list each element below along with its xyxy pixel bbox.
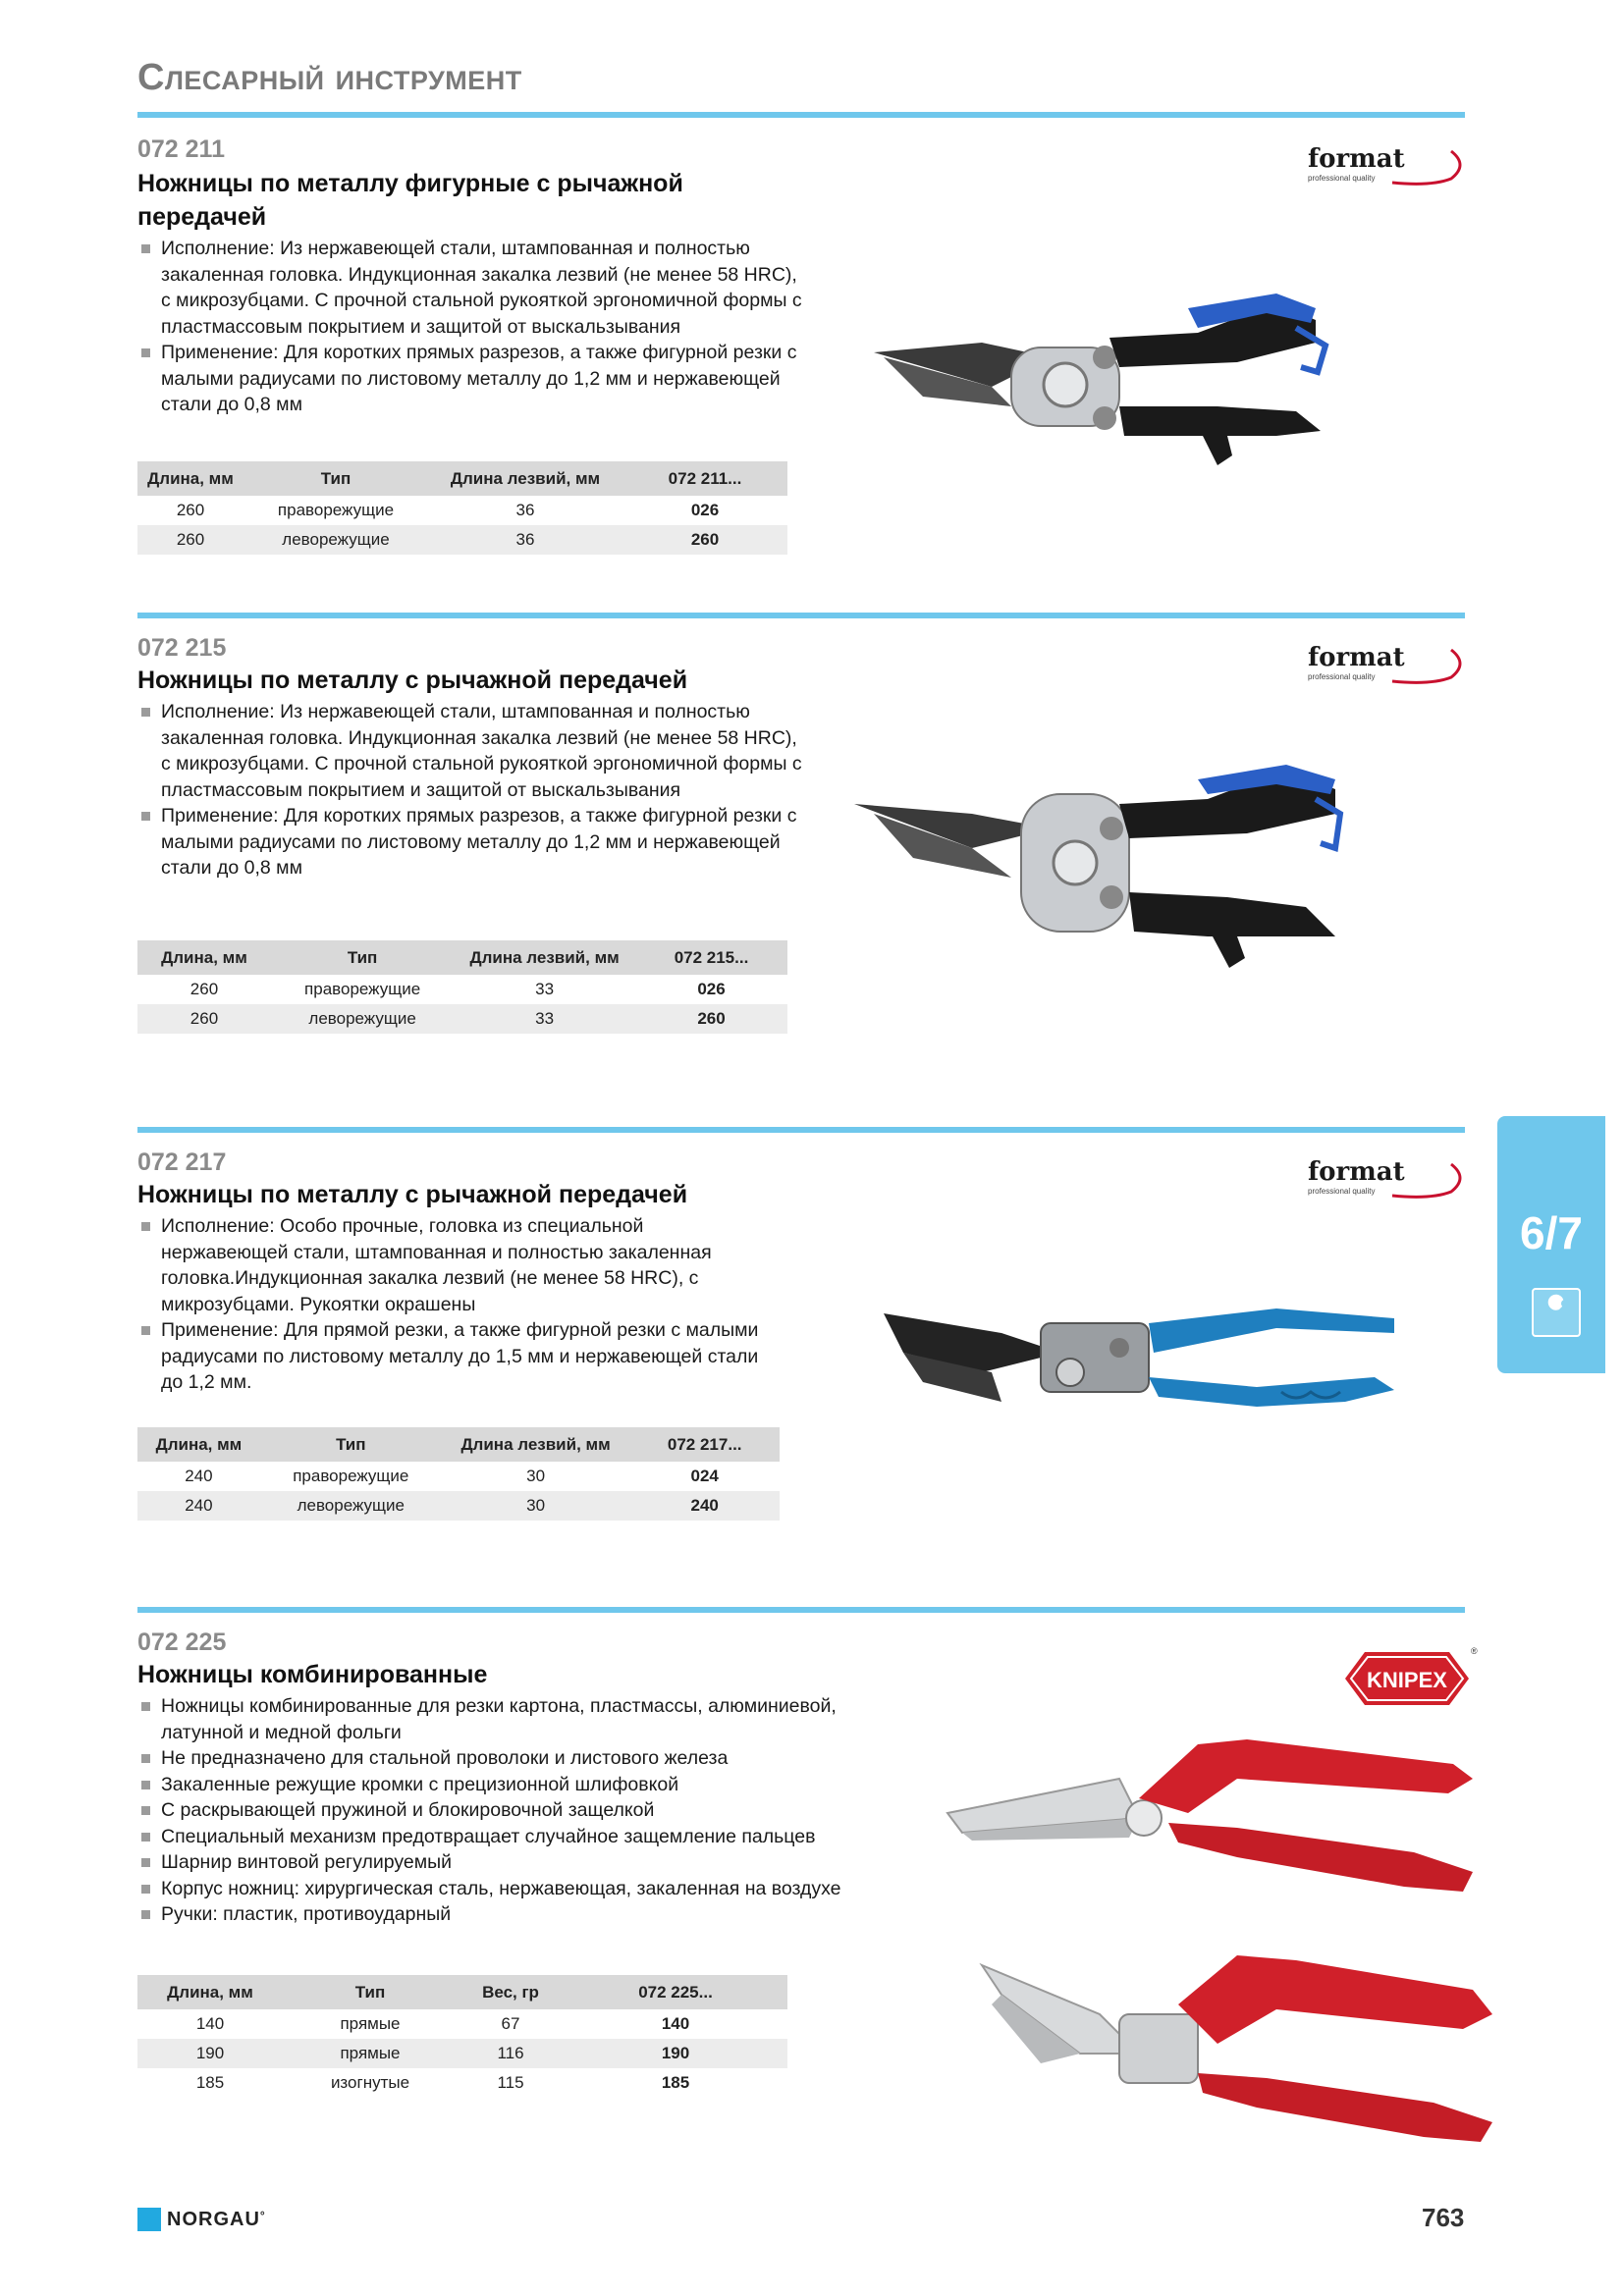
feature-item: Исполнение: Из нержавеющей стали, штампованная и полностью закаленная головка. Индукционная закалка лезвий (не менее 58 HRC), с микрозубцами. С прочной стальной рукояткой эргономичной формы с пластмассовым покрытием и защитой от выскальзывания [137,236,805,340]
table-row [137,2068,787,2098]
article-number: 072 225 [137,1629,227,1656]
feature-item: Применение: Для коротких прямых разрезов, а также фигурной резки с малыми радиусами по листовому металлу до 1,2 мм и нержавеющей стали до 0,8 мм [137,340,805,418]
feature-item: Закаленные режущие кромки с прецизионной шлифовкой [137,1772,884,1798]
feature-list [137,236,805,418]
article-number: 072 211 [137,135,225,163]
feature-item: Применение: Для прямой резки, а также фигурной резки с малыми радиусами по листовому металлу до 1,5 мм и нержавеющей стали до 1,2 мм. [137,1317,766,1396]
format-logo [1306,1154,1463,1203]
table-cell: 67 [501,2014,520,2033]
feature-list [137,1693,884,1928]
table-cell: 190 [137,2039,283,2068]
order-code: 260 [622,525,787,555]
order-code: 026 [697,980,726,998]
order-code: 024 [690,1467,719,1485]
section-rule [137,1127,1465,1133]
column-header: Тип [243,461,428,496]
spec-table [137,1975,787,2098]
feature-item: Ручки: пластик, противоударный [137,1901,884,1928]
table-cell: праворежущие [304,980,421,998]
page-number: 763 [1422,2203,1465,2232]
column-header: Длина, мм [137,461,243,496]
product-section-072-225 [137,1607,1478,2157]
feature-item: Исполнение: Особо прочные, головка из специальной нержавеющей стали, штампованная и полностью закаленная головка.Индукционная закалка лезвий (не менее 58 HRC), с микрозубцами. Рукоятки окрашены [137,1213,766,1317]
article-number: 072 215 [137,634,227,662]
table-cell: 30 [526,1467,546,1485]
brand-degree-mark: ° [259,2209,266,2222]
order-code: 260 [635,1004,787,1034]
table-cell: 33 [535,980,555,998]
column-header: 072 225... [564,1975,787,2009]
footer-brand [167,2209,266,2231]
aviation-snips-image [864,259,1414,563]
table-cell: 116 [458,2039,564,2068]
feature-item: Ножницы комбинированные для резки картона, пластмассы, алюминиевой, латунной и медной фольги [137,1693,884,1745]
svg-text:®: ® [1471,1646,1478,1656]
product-section-072-215 [137,613,1465,1084]
table-cell: изогнутые [330,2073,410,2092]
section-rule [137,613,1465,618]
table-cell: 240 [137,1491,260,1521]
product-title: Ножницы комбинированные [137,1661,488,1688]
article-number: 072 217 [137,1148,227,1176]
brand-mark-square [137,2208,161,2231]
product-section-072-211 [137,112,1465,593]
table-cell: 30 [442,1491,630,1521]
column-header: Тип [271,940,454,975]
table-row [137,1462,780,1491]
format-logo [1306,141,1463,190]
product-title: Ножницы по металлу с рычажной передачей [137,1181,688,1208]
product-title: Ножницы по металлу фигурные с рычажной передачей [137,170,683,231]
table-cell: 260 [176,501,205,519]
table-row [137,525,787,555]
table-cell: 36 [428,525,622,555]
order-code: 026 [690,501,720,519]
svg-text:format: format [1308,144,1405,174]
table-cell: 140 [195,2014,225,2033]
column-header: Тип [283,1975,458,2009]
spec-table [137,940,787,1034]
column-header: Длина, мм [137,940,271,975]
table-cell: 115 [497,2073,524,2092]
svg-text:professional quality: professional quality [1308,1187,1376,1196]
column-header: 072 215... [635,940,787,975]
table-cell: 33 [454,1004,635,1034]
svg-text:format: format [1308,643,1405,672]
feature-item: С раскрывающей пружиной и блокировочной защелкой [137,1797,884,1824]
order-code: 185 [661,2073,690,2092]
table-cell: праворежущие [277,501,395,519]
feature-item: Не предназначено для стальной проволоки и листового железа [137,1745,884,1772]
combination-shears-straight-image [943,1725,1623,1921]
spec-table [137,1427,780,1521]
feature-item: Применение: Для коротких прямых разрезов, а также фигурной резки с малыми радиусами по листовому металлу до 1,2 мм и нержавеющей стали до 0,8 мм [137,803,805,881]
table-row [137,975,787,1004]
order-code: 190 [564,2039,787,2068]
product-title: Ножницы по металлу с рычажной передачей [137,667,688,694]
table-cell: 36 [515,501,535,519]
order-code: 140 [661,2014,690,2033]
table-cell: прямые [283,2039,458,2068]
table-cell: прямые [340,2014,401,2033]
table-row [137,496,787,525]
spec-table [137,461,787,555]
svg-text:KNIPEX: KNIPEX [1367,1668,1447,1692]
column-header: Длина лезвий, мм [454,940,635,975]
chapter-tab[interactable] [1497,1116,1605,1373]
feature-item: Шарнир винтовой регулируемый [137,1849,884,1876]
chapter-tab-label: 6/7 [1520,1207,1583,1258]
column-header: Длина, мм [137,1427,260,1462]
table-cell: 185 [195,2073,225,2092]
aviation-snips-image [884,1294,1434,1470]
wrench-icon [1532,1288,1581,1337]
feature-item: Специальный механизм предотвращает случайное защемление пальцев [137,1824,884,1850]
svg-text:professional quality: professional quality [1308,672,1376,681]
table-cell: леворежущие [271,1004,454,1034]
svg-text:professional quality: professional quality [1308,174,1376,183]
order-code: 240 [629,1491,780,1521]
table-row [137,1491,780,1521]
feature-list [137,699,805,881]
column-header: 072 217... [629,1427,780,1462]
page-title: Слесарный инструмент [137,57,522,98]
column-header: Тип [260,1427,442,1462]
table-row [137,2039,787,2068]
table-cell: 240 [185,1467,213,1485]
combination-shears-bent-image [943,1936,1623,2162]
knipex-logo [1333,1644,1481,1713]
svg-text:format: format [1308,1157,1405,1187]
feature-item: Исполнение: Из нержавеющей стали, штампованная и полностью закаленная головка. Индукционная закалка лезвий (не менее 58 HRC), с микрозубцами. С прочной стальной рукояткой эргономичной формы с пластмассовым покрытием и защитой от выскальзывания [137,699,805,803]
column-header: 072 211... [622,461,787,496]
brand-name: NORGAU [167,2209,260,2230]
column-header: Длина лезвий, мм [428,461,622,496]
table-row [137,2009,787,2039]
aviation-snips-image [854,740,1424,1054]
table-row [137,1004,787,1034]
feature-item: Корпус ножниц: хирургическая сталь, нержавеющая, закаленная на воздухе [137,1876,884,1902]
feature-list [137,1213,766,1396]
column-header: Длина лезвий, мм [442,1427,630,1462]
table-cell: праворежущие [293,1467,409,1485]
column-header: Вес, гр [458,1975,564,2009]
table-cell: леворежущие [243,525,428,555]
product-section-072-217 [137,1127,1465,1578]
column-header: Длина, мм [137,1975,283,2009]
table-cell: 260 [137,1004,271,1034]
table-cell: леворежущие [260,1491,442,1521]
section-rule [137,1607,1465,1613]
table-cell: 260 [137,525,243,555]
table-cell: 260 [189,980,219,998]
format-logo [1306,640,1463,689]
